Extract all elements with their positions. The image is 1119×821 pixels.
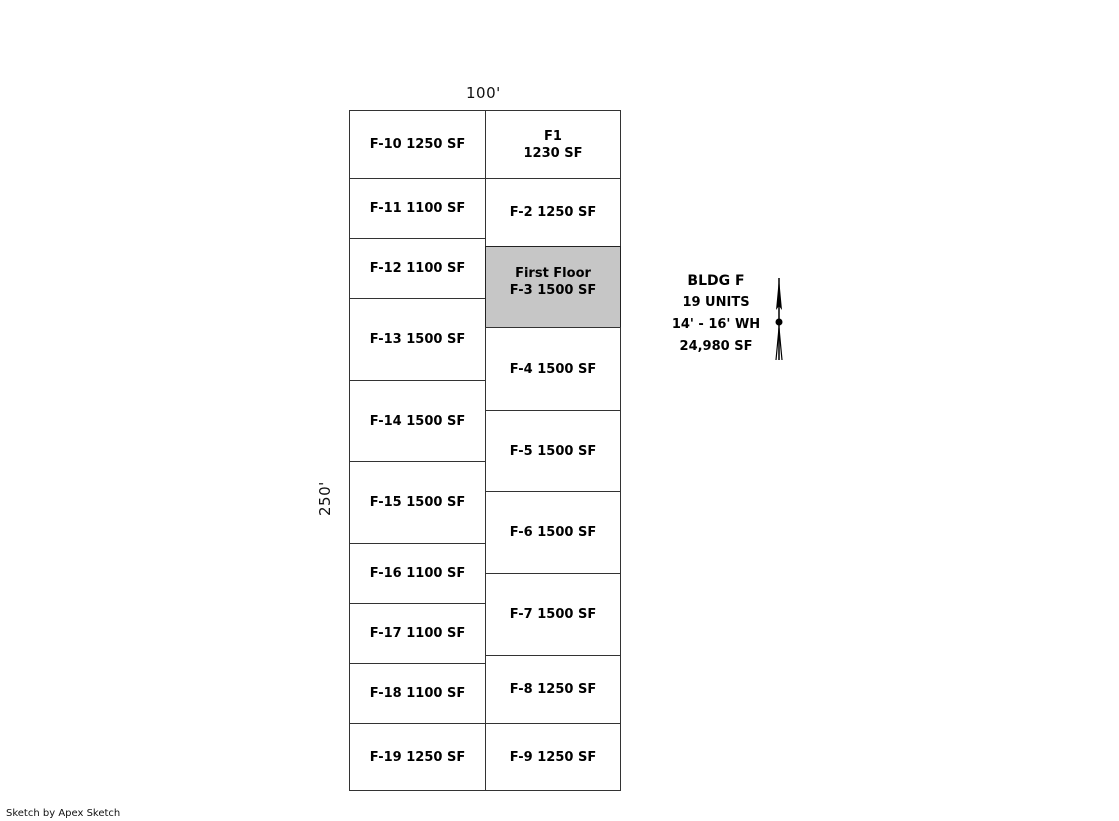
unit-f10[interactable]	[349, 110, 486, 179]
width-dimension-label: 100'	[466, 84, 501, 102]
building-info	[664, 270, 768, 358]
unit-f7[interactable]	[485, 573, 621, 656]
sketch-credit: Sketch by Apex Sketch	[6, 808, 121, 819]
unit-label: F-9 1250 SF	[509, 749, 597, 765]
unit-id-area: F-3 1500 SF	[509, 283, 597, 298]
unit-f11[interactable]	[349, 178, 486, 239]
unit-label: F-6 1500 SF	[509, 525, 597, 540]
unit-f17[interactable]	[349, 603, 486, 664]
unit-f3[interactable]	[485, 246, 621, 328]
unit-label: F-17 1100 SF	[369, 626, 466, 641]
unit-label: F-13 1500 SF	[369, 332, 466, 347]
unit-label: F-2 1250 SF	[509, 205, 597, 220]
unit-id: F1	[544, 128, 562, 144]
unit-f8[interactable]	[485, 655, 621, 724]
unit-f1[interactable]	[485, 110, 621, 179]
unit-f15[interactable]	[349, 461, 486, 544]
unit-label: F-7 1500 SF	[509, 607, 597, 622]
floor-label: First Floor	[515, 266, 591, 281]
unit-f4[interactable]	[485, 327, 621, 411]
unit-f9[interactable]	[485, 723, 621, 791]
unit-label: F-5 1500 SF	[509, 443, 597, 459]
building-units-count: 19 UNITS	[682, 295, 750, 310]
unit-f14[interactable]	[349, 380, 486, 462]
unit-f19[interactable]	[349, 723, 486, 791]
unit-area: 1230 SF	[523, 145, 583, 161]
unit-label	[510, 265, 596, 299]
north-arrow-icon	[770, 276, 788, 362]
unit-label: F-16 1100 SF	[369, 566, 466, 581]
unit-f5[interactable]	[485, 410, 621, 492]
unit-f12[interactable]	[349, 238, 486, 299]
unit-label: F-4 1500 SF	[509, 361, 597, 377]
length-dimension-label: 250'	[316, 481, 334, 516]
building-wall-height: 14' - 16' WH	[671, 317, 761, 332]
building-total-area: 24,980 SF	[679, 339, 753, 354]
unit-label	[524, 128, 583, 162]
unit-f2[interactable]	[485, 178, 621, 247]
unit-label: F-18 1100 SF	[369, 686, 466, 701]
unit-label: F-19 1250 SF	[369, 749, 466, 765]
unit-f13[interactable]	[349, 298, 486, 381]
unit-label: F-14 1500 SF	[369, 413, 466, 429]
unit-f18[interactable]	[349, 663, 486, 724]
building-name: BLDG F	[687, 273, 745, 289]
unit-label: F-8 1250 SF	[509, 682, 597, 697]
unit-label: F-11 1100 SF	[369, 201, 466, 216]
unit-f6[interactable]	[485, 491, 621, 574]
unit-label: F-10 1250 SF	[369, 137, 466, 152]
unit-f16[interactable]	[349, 543, 486, 604]
unit-label: F-15 1500 SF	[369, 495, 466, 510]
unit-label: F-12 1100 SF	[369, 261, 466, 276]
